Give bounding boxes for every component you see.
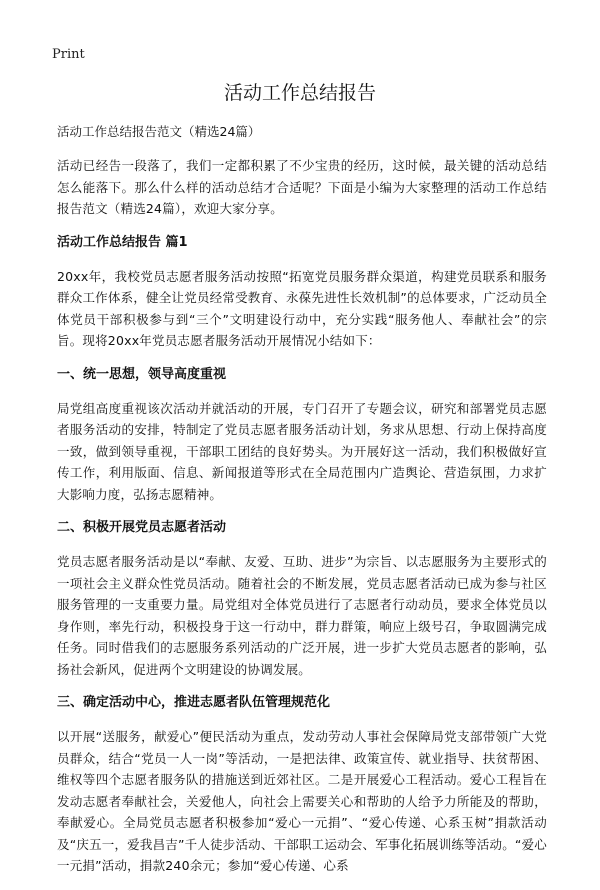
section-heading-2: 二、积极开展党员志愿者活动 — [57, 520, 227, 535]
section-heading-3: 三、确定活动中心，推进志愿者队伍管理规范化 — [57, 695, 331, 710]
article-heading: 活动工作总结报告 篇1 — [57, 234, 188, 250]
page-title: 活动工作总结报告 — [223, 82, 376, 104]
article-intro-paragraph: 20xx年，我校党员志愿者服务活动按照“拓宽党员服务群众渠道，构建党员联系和服务群众工作体系，健全让党员经常受教育、永葆先进性长效机制”的总体要求，广泛动员全体党员干部积极参与到“三个”文明建设行动中，充分实践“服务他人、奉献社会”的宗旨。现将20xx年党员志愿者服务活动开展情况小结如下： — [57, 268, 547, 348]
article-body — [57, 122, 547, 890]
section-heading-1: 一、统一思想，领导高度重视 — [57, 366, 227, 382]
print-link[interactable]: Print — [52, 47, 85, 62]
section-body-1: 局党组高度重视该次活动并就活动的开展，专门召开了专题会议，研究和部署党员志愿者服务活动的安排，特制定了党员志愿者服务活动计划，务求从思想、行动上保持高度一致，做到领导重视，干部职工团结的良好势头。为开展好这一活动，我们积极做好宣传工作，利用版面、信息、新闻报道等形式在全局范围内广造舆论、营造氛围，力求扩大影响力度，弘扬志愿精神。 — [57, 400, 547, 502]
section-body-3: 以开展“送服务，献爱心”便民活动为重点，发动劳动人事社会保障局党支部带领广大党员群众，结合“党员一人一岗”等活动，一是把法律、政策宣传、就业指导、扶贫帮困、维权等四个志愿者服务队的措施送到近郊社区。二是开展爱心工程活动。爱心工程旨在发动志愿者奉献社会，关爱他人，向社会上需要关心和帮助的人给予力所能及的帮助，奉献爱心。全局党员志愿者积极参加“爱心一元捐”、“爱心传递、心系玉树”捐款活动及“庆五一，爱我昌吉”千人徒步活动、干部职工运动会、军事化拓展训练等活动。“爱心一元捐”活动，捐款240余元；参加“爱心传递、心系 — [57, 729, 547, 873]
article-subtitle: 活动工作总结报告范文（精选24篇） — [57, 124, 261, 139]
intro-paragraph: 活动已经告一段落了，我们一定都积累了不少宝贵的经历，这时候，最关键的活动总结怎么能落下。那么什么样的活动总结才合适呢？下面是小编为大家整理的活动工作总结报告范文（精选24篇），欢迎大家分享。 — [57, 158, 547, 216]
section-body-2: 党员志愿者服务活动是以“奉献、友爱、互助、进步”为宗旨、以志愿服务为主要形式的一项社会主义群众性党员活动。随着社会的不断发展，党员志愿者活动已成为参与社区服务管理的一支重要力量。局党组对全体党员进行了志愿者行动动员，要求全体党员以身作则，率先行动，积极投身于这一行动中，群力群策，响应上级号召，争取圆满完成任务。同时借我们的志愿服务系列活动的广泛开展，进一步扩大党员志愿者的影响，弘扬社会新风，促进两个文明建设的协调发展。 — [57, 554, 547, 677]
